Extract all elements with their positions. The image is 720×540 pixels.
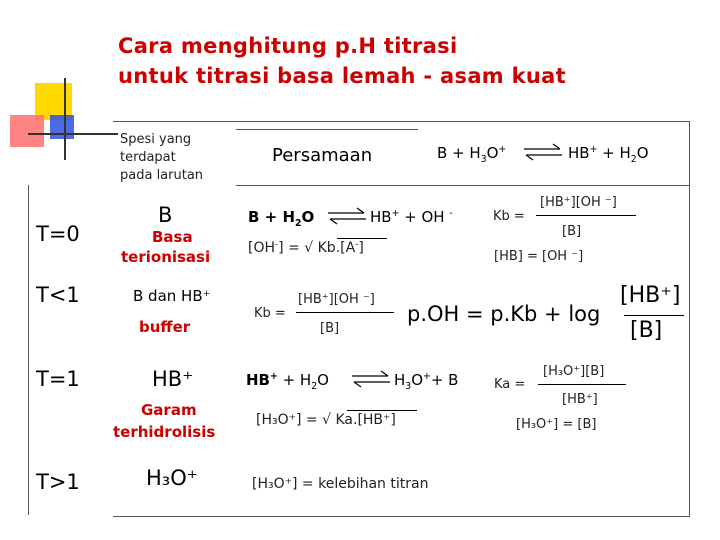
row-label-t-gt1: T>1 [36, 470, 80, 494]
t0-kb-fraction-bar [536, 215, 636, 216]
t-gt1-species: H₃O⁺ [146, 466, 198, 490]
t0-kb-denominator: [B] [562, 224, 582, 239]
t-lt1-poh-formula: p.OH = p.Kb + log [407, 302, 601, 326]
t0-oh-formula: [OH-] = √ Kb.[A-] [248, 239, 364, 256]
equilibrium-arrow-t0 [328, 208, 366, 224]
t0-species: B [158, 203, 173, 227]
t-lt1-poh-numerator: [HB⁺] [620, 283, 681, 308]
t-lt1-poh-denominator: [B] [630, 318, 663, 343]
t1-ka-label: Ka = [494, 377, 526, 392]
t1-h3o-formula: [H₃O⁺] = √ Ka.[HB⁺] [256, 412, 396, 428]
equilibrium-arrow-header [524, 144, 562, 160]
t1-equation-left: $HB^+ + H_2O$ [246, 371, 329, 392]
species-header-line-3: pada larutan [120, 168, 204, 183]
table-left-border [28, 185, 29, 515]
t0-species-note-2: terionisasi [121, 248, 211, 266]
equilibrium-arrow-t1 [352, 371, 390, 387]
species-header-line-2: terdapat [120, 150, 176, 165]
header-reaction-right: $HB^+ + H_2O$ [568, 144, 649, 165]
t-lt1-poh-fraction-bar [624, 315, 684, 316]
deco-vertical-line [64, 78, 66, 160]
header-short-rule [236, 129, 418, 130]
row-label-t-lt1: T<1 [36, 283, 80, 307]
t0-sqrt-bar [337, 238, 387, 239]
deco-pink-square [10, 115, 44, 147]
t0-hb-equality: [HB] = [OH ⁻] [494, 249, 584, 264]
t-lt1-kb-denominator: [B] [320, 321, 340, 336]
t0-equation-right: HB+ + OH - [370, 208, 453, 226]
deco-horizontal-line [28, 133, 118, 135]
t1-ka-numerator: [H₃O⁺][B] [543, 364, 605, 379]
equation-header: Persamaan [272, 145, 373, 166]
deco-blue-square [50, 115, 74, 139]
row-label-t1: T=1 [36, 367, 80, 391]
header-reaction-left: $B + H_3O^+$ [437, 144, 507, 165]
t0-kb-label: Kb = [493, 209, 525, 224]
species-header-line-1: Spesi yang [120, 132, 192, 147]
t-lt1-kb-label: Kb = [254, 306, 286, 321]
t1-sqrt-bar [347, 410, 417, 411]
t0-kb-numerator: [HB⁺][OH ⁻] [540, 195, 617, 210]
title-line-1: Cara menghitung p.H titrasi [118, 34, 458, 58]
t-lt1-species: B dan HB⁺ [133, 287, 211, 305]
t1-species: HB⁺ [152, 367, 194, 391]
t-lt1-kb-fraction-bar [296, 312, 394, 313]
row-label-t0: T=0 [36, 222, 80, 246]
t1-equation-right: $H_3O^++ B$ [394, 371, 459, 392]
t0-equation-left: $B + H_2O$ [248, 208, 315, 229]
t-gt1-formula: [H₃O⁺] = kelebihan titran [252, 476, 429, 492]
t1-h3o-equality: [H₃O⁺] = [B] [516, 417, 597, 432]
title-line-2: untuk titrasi basa lemah - asam kuat [118, 64, 566, 88]
header-divider [236, 185, 689, 186]
t1-ka-fraction-bar [538, 384, 626, 385]
t-lt1-kb-numerator: [HB⁺][OH ⁻] [298, 292, 375, 307]
t1-species-note-1: Garam [141, 401, 197, 419]
t1-ka-denominator: [HB⁺] [562, 392, 598, 407]
t0-species-note-1: Basa [152, 228, 193, 246]
t1-species-note-2: terhidrolisis [113, 423, 216, 441]
t-lt1-species-note: buffer [139, 318, 191, 336]
